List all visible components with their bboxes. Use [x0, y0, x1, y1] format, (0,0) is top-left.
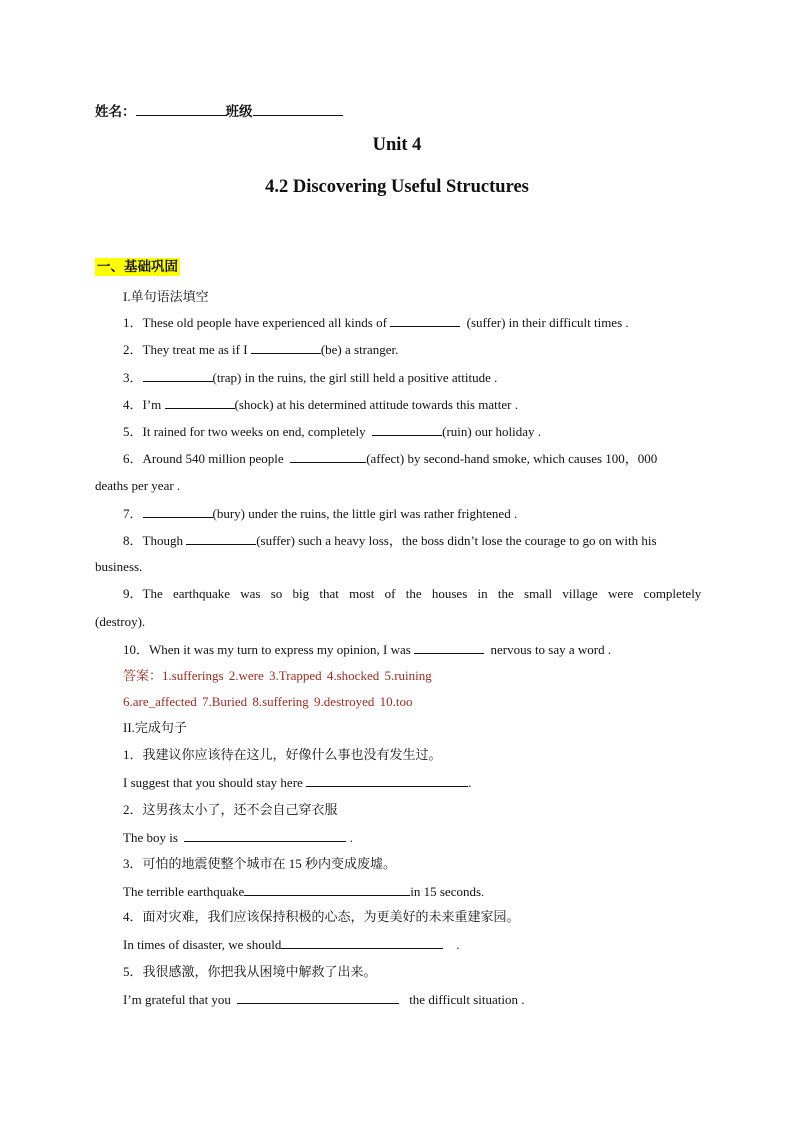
answer-blank-7[interactable]: [143, 504, 213, 518]
question-6: 6．Around 540 million people (affect) by second-hand smoke, which causes 100，000: [123, 451, 658, 466]
question-8: 8．Though (suffer) such a heavy loss，the boss didn’t lose the courage to go on with his: [123, 533, 657, 548]
answer-blank-5[interactable]: [372, 422, 442, 436]
name-label: 姓名：: [95, 104, 136, 119]
sentence-blank-4[interactable]: [281, 935, 443, 949]
question-1: 1．These old people have experienced all kinds of (suffer) in their difficult times .: [123, 315, 629, 330]
question-4: 4．I’m (shock) at his determined attitude towards this matter .: [123, 397, 518, 412]
question-2: 2．They treat me as if I (be) a stranger.: [123, 342, 399, 357]
sentence-1-english: I suggest that you should stay here .: [123, 775, 472, 790]
question-9-cont: (destroy).: [95, 614, 146, 629]
answer-blank-10[interactable]: [414, 640, 484, 654]
sentence-1-chinese: 1．我建议你应该待在这儿，好像什么事也没有发生过。: [123, 747, 442, 762]
answer-blank-8[interactable]: [186, 531, 256, 545]
sentence-blank-1[interactable]: [306, 773, 468, 787]
name-blank[interactable]: [136, 102, 226, 116]
question-5: 5．It rained for two weeks on end, completely (ruin) our holiday .: [123, 424, 542, 439]
sentence-blank-5[interactable]: [237, 990, 399, 1004]
answer-blank-1[interactable]: [390, 313, 460, 327]
sentence-3-chinese: 3．可怕的地震使整个城市在 15 秒内变成废墟。: [123, 856, 397, 871]
question-10: 10．When it was my turn to express my opinion, I was nervous to say a word .: [123, 642, 612, 657]
section-heading: 一、基础巩固: [97, 259, 178, 274]
sentence-3-english: The terrible earthquake in 15 seconds.: [123, 884, 485, 899]
sentence-2-english: The boy is .: [123, 830, 353, 845]
sentence-blank-3[interactable]: [244, 882, 410, 896]
sentence-2-chinese: 2．这男孩太小了，还不会自己穿衣服: [123, 802, 338, 817]
answer-blank-2[interactable]: [251, 340, 321, 354]
part2-label: II.完成句子: [123, 720, 187, 735]
question-3: 3． (trap) in the ruins, the girl still held a positive attitude .: [123, 370, 498, 385]
question-8-cont: business.: [95, 559, 143, 574]
name-class-line: [95, 102, 343, 121]
answer-key-line-1: 答案：1.sufferings 2.were 3.Trapped 4.shocked 5.ruining: [123, 668, 432, 683]
sentence-4-english: In times of disaster, we should .: [123, 937, 460, 952]
answer-blank-6[interactable]: [290, 449, 366, 463]
question-6-cont: deaths per year .: [95, 478, 181, 493]
part1-label: I.单句语法填空: [123, 289, 209, 304]
answer-blank-4[interactable]: [165, 395, 235, 409]
answer-blank-3[interactable]: [143, 368, 213, 382]
sentence-5-english: I’m grateful that you the difficult situation .: [123, 992, 525, 1007]
class-label: 班级: [225, 104, 253, 119]
sentence-blank-2[interactable]: [184, 828, 346, 842]
answer-key-line-2: 6.are_affected 7.Buried 8.suffering 9.destroyed 10.too: [123, 694, 413, 709]
lesson-title: 4.2 Discovering Useful Structures: [265, 177, 529, 197]
question-7: 7． (bury) under the ruins, the little girl was rather frightened .: [123, 506, 518, 521]
unit-title: Unit 4: [372, 135, 422, 155]
sentence-5-chinese: 5．我很感激，你把我从困境中解救了出来。: [123, 964, 377, 979]
sentence-4-chinese: 4．面对灾难，我们应该保持积极的心态，为更美好的未来重建家园。: [123, 909, 520, 924]
class-blank[interactable]: [253, 102, 343, 116]
question-9: 9．The earthquake was so big that most of the houses in the small village were completely: [123, 586, 702, 601]
